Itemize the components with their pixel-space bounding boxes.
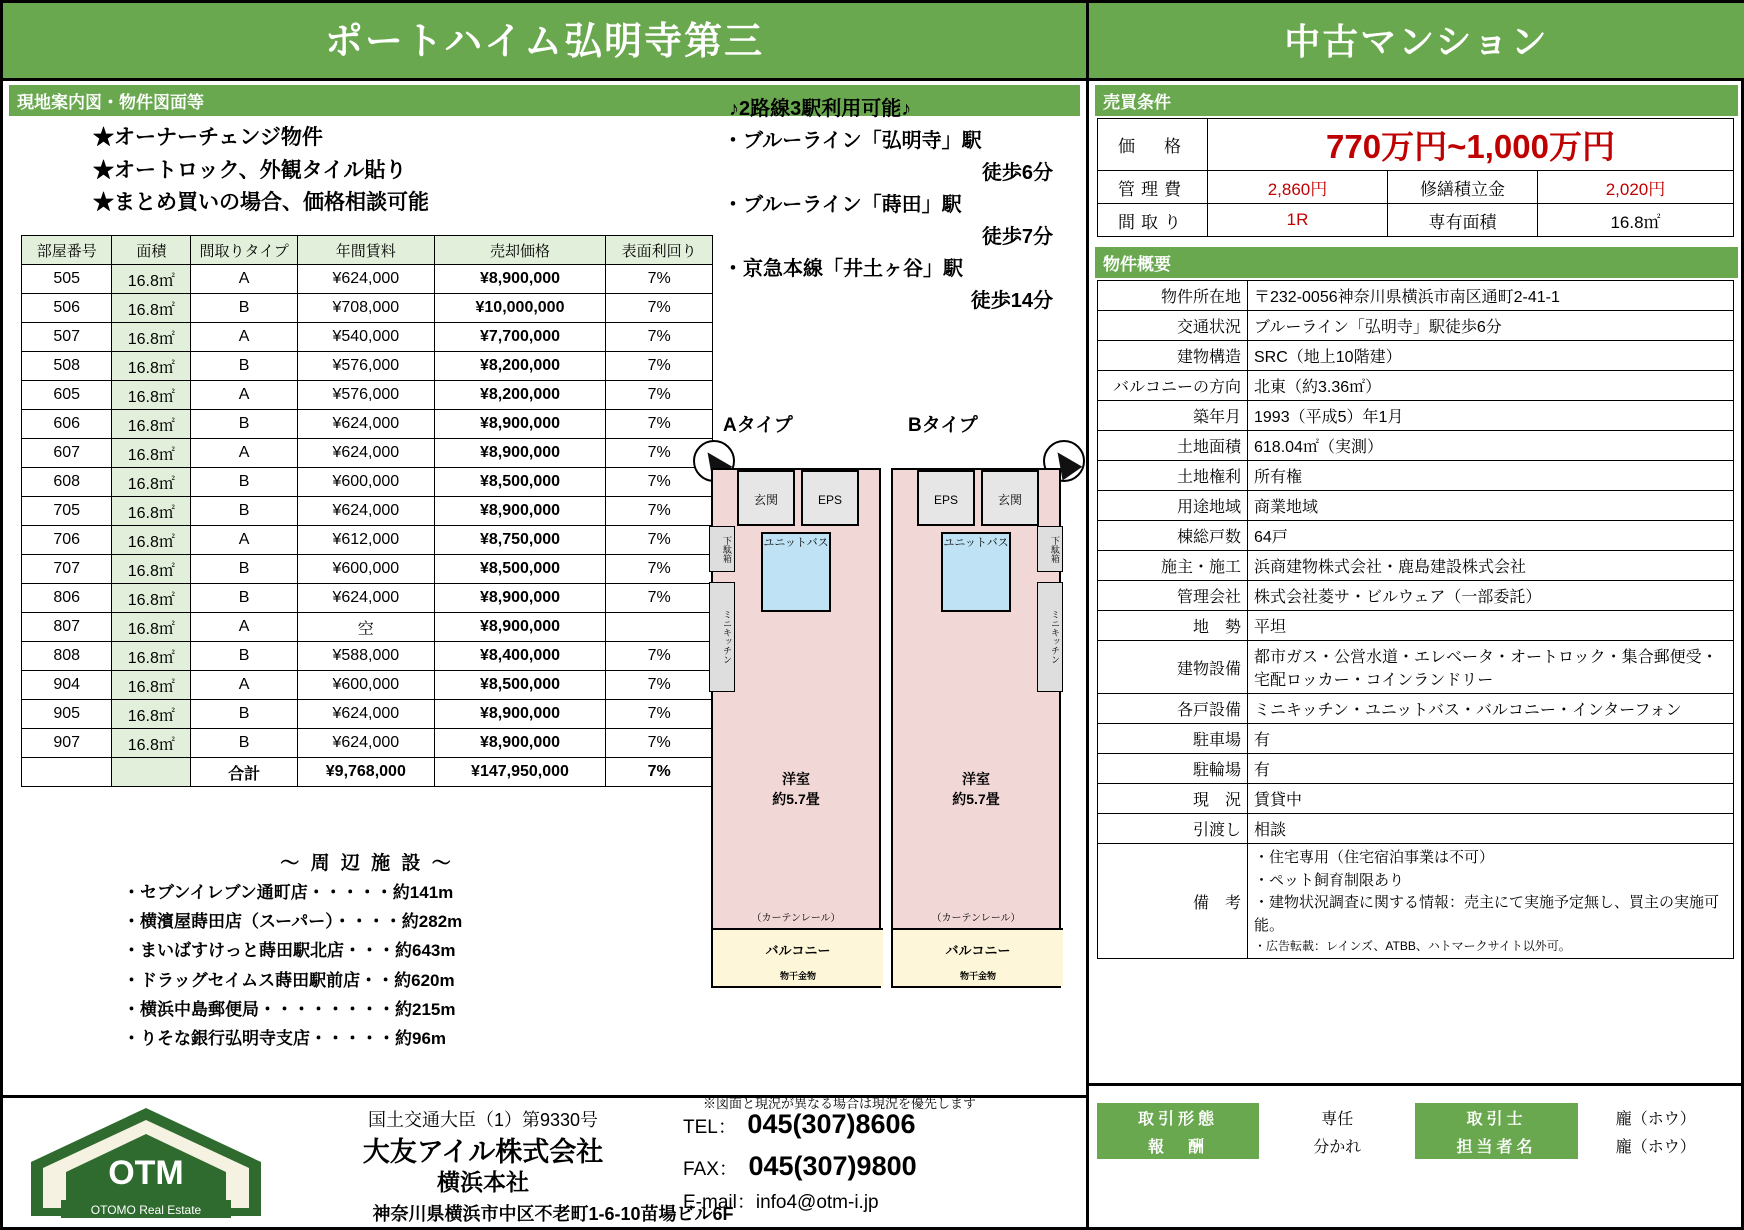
spec-value: 〒232-0056神奈川県横浜市南区通町2-41-1 — [1248, 281, 1734, 311]
genkan-label: 玄関 — [981, 470, 1039, 526]
table-row — [1098, 844, 1734, 959]
contact-block — [683, 1104, 1083, 1217]
spec-value: 有 — [1248, 754, 1734, 784]
fee-value: 分かれ — [1313, 1138, 1362, 1156]
table-cell: 合計 — [191, 758, 298, 787]
unit-a — [711, 468, 881, 988]
table-cell: 7% — [606, 758, 713, 787]
table-cell: 7% — [606, 439, 713, 468]
table-cell: ¥624,000 — [297, 439, 434, 468]
table-row — [1098, 724, 1734, 754]
spec-key: バルコニーの方向 — [1098, 371, 1248, 401]
table-cell: 905 — [22, 700, 112, 729]
table-cell: ¥624,000 — [297, 497, 434, 526]
table-cell: ¥540,000 — [297, 323, 434, 352]
spec-key: 地 勢 — [1098, 611, 1248, 641]
table-cell: 608 — [22, 468, 112, 497]
table-cell: 16.8㎡ — [112, 352, 191, 381]
spec-key: 交通状況 — [1098, 311, 1248, 341]
room-price-table — [21, 235, 713, 787]
company-name: 大友アイル株式会社 — [362, 1137, 604, 1167]
table-cell: A — [191, 439, 298, 468]
floorplan-diagram — [703, 415, 1083, 1088]
spec-value: 商業地域 — [1248, 491, 1734, 521]
spec-value: 相談 — [1248, 814, 1734, 844]
table-cell: A — [191, 613, 298, 642]
table-row — [1098, 341, 1734, 371]
table-cell: ¥600,000 — [297, 468, 434, 497]
table-cell: B — [191, 584, 298, 613]
spec-key: 物件所在地 — [1098, 281, 1248, 311]
table-cell: 506 — [22, 294, 112, 323]
route-line: ・ブルーライン「弘明寺」駅 — [723, 130, 982, 152]
madori-value: 1R — [1208, 204, 1388, 237]
table-cell: ¥8,750,000 — [434, 526, 606, 555]
table-row — [22, 526, 713, 555]
table-row — [1098, 641, 1734, 694]
table-cell: 空 — [297, 613, 434, 642]
spec-key: 各戸設備 — [1098, 694, 1248, 724]
spec-key: 現 況 — [1098, 784, 1248, 814]
table-cell: 7% — [606, 352, 713, 381]
right-divider — [1089, 1083, 1744, 1086]
table-cell: 605 — [22, 381, 112, 410]
fax-number: 045(307)9800 — [748, 1150, 917, 1181]
biko-note: ・広告転載：レインズ、ATBB、ハトマークサイト以外可。 — [1254, 939, 1571, 953]
price-value: 770万円~1,000万円 — [1208, 119, 1734, 171]
conditions-label: 売買条件 — [1095, 85, 1738, 116]
table-cell: 904 — [22, 671, 112, 700]
table-cell: ¥624,000 — [297, 410, 434, 439]
table-cell: 707 — [22, 555, 112, 584]
floorplan-type-a-label: Aタイプ — [723, 415, 793, 436]
route-walk: 徒歩14分 — [970, 290, 1053, 312]
company-footer — [3, 1095, 1089, 1227]
table-row — [1097, 1103, 1734, 1131]
spec-key: 管理会社 — [1098, 581, 1248, 611]
table-cell: 7% — [606, 642, 713, 671]
list-item: ・りそな銀行弘明寺支店・・・・・約96m — [123, 1029, 447, 1049]
routes-headline: ♪2路線3駅利用可能♪ — [729, 98, 912, 120]
table-cell — [22, 758, 112, 787]
table-cell: 7% — [606, 265, 713, 294]
biko-item: ・ペット飼育制限あり — [1254, 871, 1405, 889]
table-cell: 16.8㎡ — [112, 265, 191, 294]
table-cell: 7% — [606, 410, 713, 439]
table-cell: ¥147,950,000 — [434, 758, 606, 787]
conditions-table — [1097, 118, 1734, 237]
col-header: 売却価格 — [434, 236, 606, 265]
table-cell: 7% — [606, 497, 713, 526]
spec-value: 1993（平成5）年1月 — [1248, 401, 1734, 431]
curtain-rail-label: （カーテンレール） — [931, 913, 1021, 924]
col-header: 面積 — [112, 236, 191, 265]
table-cell: 7% — [606, 700, 713, 729]
route-walk: 徒歩7分 — [981, 226, 1053, 248]
table-cell: ¥600,000 — [297, 555, 434, 584]
table-cell: 16.8㎡ — [112, 381, 191, 410]
spec-value: 所有権 — [1248, 461, 1734, 491]
fee-label: 報 酬 — [1097, 1131, 1259, 1159]
bullet-item: ★オーナーチェンジ物件 — [93, 126, 323, 149]
spec-key: 築年月 — [1098, 401, 1248, 431]
table-row — [1098, 694, 1734, 724]
table-row — [1098, 814, 1734, 844]
spec-value: 有 — [1248, 724, 1734, 754]
list-item: ・横濱屋蒔田店（スーパー）・・・・約282m — [123, 912, 463, 932]
table-cell: ¥8,900,000 — [434, 613, 606, 642]
table-row — [1098, 119, 1734, 171]
table-row — [22, 381, 713, 410]
table-cell: 505 — [22, 265, 112, 294]
shuzen-value: 2,020円 — [1538, 171, 1734, 204]
table-row — [22, 439, 713, 468]
table-cell: 16.8㎡ — [112, 642, 191, 671]
table-row — [1098, 431, 1734, 461]
fax-label: FAX： — [683, 1158, 738, 1180]
getabako-label: 下駄箱 — [709, 526, 735, 572]
table-cell: ¥624,000 — [297, 265, 434, 294]
table-row — [22, 468, 713, 497]
company-address: 神奈川県横浜市中区不老町1-6-10苗場ビル6F — [372, 1204, 734, 1224]
table-cell: 7% — [606, 584, 713, 613]
table-cell: 807 — [22, 613, 112, 642]
madori-label: 間取り — [1098, 204, 1208, 237]
unit-b — [891, 468, 1061, 988]
list-item: ・横浜中島郵便局・・・・・・・・約215m — [123, 999, 456, 1019]
routes-block — [723, 93, 1073, 317]
floorplan-type-b-label: Bタイプ — [908, 415, 978, 436]
table-header-row — [22, 236, 713, 265]
table-cell: 16.8㎡ — [112, 468, 191, 497]
list-item: ・セブンイレブン通町店・・・・・約141m — [123, 883, 454, 902]
table-cell: 16.8㎡ — [112, 671, 191, 700]
table-cell: ¥708,000 — [297, 294, 434, 323]
contact-person-label: 担当者名 — [1415, 1131, 1577, 1159]
spec-key: 駐車場 — [1098, 724, 1248, 754]
overview-table — [1097, 280, 1734, 959]
spec-value: 都市ガス・公営水道・エレベータ・オートロック・集合郵便受・宅配ロッカー・コインランドリー — [1248, 641, 1734, 694]
table-cell: ¥8,900,000 — [434, 410, 606, 439]
table-cell: 16.8㎡ — [112, 729, 191, 758]
contact-person-value: 龐（ホウ） — [1615, 1138, 1696, 1156]
spec-value: 浜商建物株式会社・鹿島建設株式会社 — [1248, 551, 1734, 581]
col-header: 表面利回り — [606, 236, 713, 265]
table-cell: 16.8㎡ — [112, 700, 191, 729]
overview-label: 物件概要 — [1095, 247, 1738, 278]
table-row — [22, 700, 713, 729]
table-cell: ¥8,900,000 — [434, 439, 606, 468]
spec-key: 棟総戸数 — [1098, 521, 1248, 551]
table-cell: 507 — [22, 323, 112, 352]
table-row — [1098, 204, 1734, 237]
bullet-item: ★まとめ買いの場合、価格相談可能 — [93, 191, 429, 215]
table-cell: B — [191, 352, 298, 381]
spec-key: 土地面積 — [1098, 431, 1248, 461]
table-cell: B — [191, 410, 298, 439]
room-label: 洋室 約5.7畳 — [772, 771, 820, 807]
deal-type-value: 専任 — [1321, 1110, 1354, 1128]
table-cell: ¥588,000 — [297, 642, 434, 671]
table-cell: ¥576,000 — [297, 381, 434, 410]
biko-value — [1248, 844, 1734, 959]
table-cell: ¥8,200,000 — [434, 381, 606, 410]
table-cell: ¥10,000,000 — [434, 294, 606, 323]
table-row — [1098, 171, 1734, 204]
table-cell: 16.8㎡ — [112, 613, 191, 642]
table-cell: 705 — [22, 497, 112, 526]
eps-label: EPS — [801, 470, 859, 526]
biko-item: ・建物状況調査に関する情報：売主にて実施予定無し、買主の実施可能。 — [1254, 894, 1720, 934]
table-cell: 508 — [22, 352, 112, 381]
table-row — [1098, 521, 1734, 551]
table-row — [1098, 611, 1734, 641]
table-row — [1098, 754, 1734, 784]
surroundings-title: ～ 周 辺 施 設 ～ — [280, 853, 454, 874]
genkan-label: 玄関 — [737, 470, 795, 526]
table-cell: 16.8㎡ — [112, 555, 191, 584]
table-cell: 16.8㎡ — [112, 323, 191, 352]
company-branch: 横浜本社 — [437, 1169, 529, 1195]
table-cell: ¥8,500,000 — [434, 555, 606, 584]
email-address: info4@otm-i.jp — [755, 1191, 879, 1213]
table-cell: ¥576,000 — [297, 352, 434, 381]
table-cell: A — [191, 526, 298, 555]
table-cell: 7% — [606, 671, 713, 700]
table-cell: 7% — [606, 381, 713, 410]
table-cell: ¥8,900,000 — [434, 584, 606, 613]
table-row — [1098, 281, 1734, 311]
table-cell — [112, 758, 191, 787]
table-cell: 7% — [606, 526, 713, 555]
mini-kitchen-label: ミニキッチン — [1037, 582, 1063, 692]
biko-label: 備 考 — [1098, 844, 1248, 959]
table-row — [22, 584, 713, 613]
getabako-label: 下駄箱 — [1037, 526, 1063, 572]
table-cell: ¥600,000 — [297, 671, 434, 700]
table-cell: 706 — [22, 526, 112, 555]
unit-bath-label: ユニットバス — [941, 532, 1011, 612]
biko-item: ・住宅専用（住宅宿泊事業は不可） — [1254, 849, 1495, 866]
table-cell: ¥8,900,000 — [434, 729, 606, 758]
table-row — [22, 729, 713, 758]
table-row — [22, 323, 713, 352]
spec-value: 北東（約3.36㎡） — [1248, 371, 1734, 401]
floorplan-note: ※図面と現況が異なる場合は現況を優先します — [703, 1096, 977, 1111]
left-panel — [3, 3, 1089, 1227]
tel-label: TEL： — [683, 1117, 737, 1138]
table-cell: ¥7,700,000 — [434, 323, 606, 352]
senyu-label: 専有面積 — [1388, 204, 1538, 237]
kanri-value: 2,860円 — [1208, 171, 1388, 204]
table-cell: 16.8㎡ — [112, 294, 191, 323]
bullet-item: ★オートロック、外観タイル貼り — [93, 158, 407, 182]
col-header: 年間賃料 — [297, 236, 434, 265]
table-cell: ¥624,000 — [297, 700, 434, 729]
agent-label: 取引士 — [1415, 1103, 1577, 1131]
shuzen-label: 修繕積立金 — [1388, 171, 1538, 204]
table-cell: B — [191, 700, 298, 729]
table-cell: B — [191, 468, 298, 497]
table-cell: ¥8,900,000 — [434, 497, 606, 526]
table-cell: ¥8,500,000 — [434, 671, 606, 700]
spec-value: ミニキッチン・ユニットバス・バルコニー・インターフォン — [1248, 694, 1734, 724]
spec-key: 土地権利 — [1098, 461, 1248, 491]
table-cell: 7% — [606, 468, 713, 497]
room-label: 洋室 約5.7畳 — [952, 771, 1000, 807]
spec-key: 用途地域 — [1098, 491, 1248, 521]
svg-text:OTOMO Real Estate: OTOMO Real Estate — [90, 1203, 202, 1217]
table-row — [1098, 551, 1734, 581]
table-total-row — [22, 758, 713, 787]
spec-key: 引渡し — [1098, 814, 1248, 844]
balcony-label: バルコニー 物干金物 — [893, 928, 1063, 986]
spec-key: 建物設備 — [1098, 641, 1248, 694]
col-header: 部屋番号 — [22, 236, 112, 265]
table-cell: A — [191, 265, 298, 294]
table-cell: B — [191, 497, 298, 526]
svg-text:OTM: OTM — [108, 1154, 184, 1192]
curtain-rail-label: （カーテンレール） — [751, 913, 841, 924]
table-cell: 907 — [22, 729, 112, 758]
unit-bath-label: ユニットバス — [761, 532, 831, 612]
page-title: ポートハイム弘明寺第三 — [3, 3, 1086, 81]
table-cell: ¥8,400,000 — [434, 642, 606, 671]
table-cell: 7% — [606, 729, 713, 758]
table-cell: 16.8㎡ — [112, 584, 191, 613]
table-cell: ¥612,000 — [297, 526, 434, 555]
email-label: E-mail： — [683, 1191, 756, 1213]
table-row — [22, 671, 713, 700]
table-cell: 606 — [22, 410, 112, 439]
map-section-label: 現地案内図・物件図面等 — [9, 85, 1080, 116]
table-cell: 7% — [606, 323, 713, 352]
table-row — [1098, 581, 1734, 611]
table-cell: ¥624,000 — [297, 729, 434, 758]
deal-type-label: 取引形態 — [1097, 1103, 1259, 1131]
table-row — [1098, 461, 1734, 491]
table-cell: 607 — [22, 439, 112, 468]
tel-number: 045(307)8606 — [747, 1109, 916, 1139]
spec-value: 平坦 — [1248, 611, 1734, 641]
spec-value: SRC（地上10階建） — [1248, 341, 1734, 371]
table-cell: A — [191, 671, 298, 700]
table-cell: 16.8㎡ — [112, 497, 191, 526]
route-walk: 徒歩6分 — [981, 162, 1053, 184]
route-line: ・ブルーライン「蒔田」駅 — [723, 194, 962, 216]
table-cell: 806 — [22, 584, 112, 613]
eps-label: EPS — [917, 470, 975, 526]
agent-value: 龐（ホウ） — [1615, 1110, 1696, 1128]
table-cell: B — [191, 729, 298, 758]
table-cell: ¥8,900,000 — [434, 700, 606, 729]
table-cell: ¥8,900,000 — [434, 265, 606, 294]
table-row — [22, 613, 713, 642]
table-cell: 16.8㎡ — [112, 439, 191, 468]
mini-kitchen-label: ミニキッチン — [709, 582, 735, 692]
right-panel — [1089, 3, 1744, 1227]
spec-value: 64戸 — [1248, 521, 1734, 551]
table-cell: 7% — [606, 294, 713, 323]
table-row — [1098, 311, 1734, 341]
senyu-value: 16.8㎡ — [1538, 204, 1734, 237]
route-line: ・京急本線「井土ヶ谷」駅 — [723, 258, 963, 280]
table-cell: ¥8,500,000 — [434, 468, 606, 497]
table-row — [22, 497, 713, 526]
table-row — [22, 410, 713, 439]
table-row — [22, 642, 713, 671]
spec-value: 株式会社菱サ・ビルウェア（一部委託） — [1248, 581, 1734, 611]
table-row — [1098, 401, 1734, 431]
table-cell: 7% — [606, 555, 713, 584]
spec-key: 施主・施工 — [1098, 551, 1248, 581]
table-cell — [606, 613, 713, 642]
table-cell: 808 — [22, 642, 112, 671]
table-cell: B — [191, 294, 298, 323]
kanri-label: 管理費 — [1098, 171, 1208, 204]
table-cell: 16.8㎡ — [112, 526, 191, 555]
spec-key: 建物構造 — [1098, 341, 1248, 371]
spec-key: 駐輪場 — [1098, 754, 1248, 784]
list-item: ・ドラッグセイムス蒔田駅前店・・約620m — [123, 970, 455, 990]
category-title: 中古マンション — [1089, 3, 1744, 81]
table-cell: ¥624,000 — [297, 584, 434, 613]
table-cell: 16.8㎡ — [112, 410, 191, 439]
table-row — [22, 294, 713, 323]
surroundings-list — [123, 878, 462, 1053]
spec-value: ブルーライン「弘明寺」駅徒歩6分 — [1248, 311, 1734, 341]
table-cell: ¥9,768,000 — [297, 758, 434, 787]
table-row — [1098, 371, 1734, 401]
table-cell: ¥8,200,000 — [434, 352, 606, 381]
table-cell: B — [191, 642, 298, 671]
list-item: ・まいばすけっと蒔田駅北店・・・約643m — [123, 941, 456, 961]
license-number: 国土交通大臣（1）第9330号 — [367, 1110, 599, 1130]
spec-value: 618.04㎡（実測） — [1248, 431, 1734, 461]
table-cell: A — [191, 381, 298, 410]
deal-table — [1097, 1103, 1734, 1159]
spec-value: 賃貸中 — [1248, 784, 1734, 814]
table-row — [22, 352, 713, 381]
col-header: 間取りタイプ — [191, 236, 298, 265]
balcony-label: バルコニー 物干金物 — [713, 928, 883, 986]
table-row — [1098, 491, 1734, 521]
table-row — [22, 555, 713, 584]
price-label: 価 格 — [1098, 119, 1208, 171]
table-cell: B — [191, 555, 298, 584]
table-row — [22, 265, 713, 294]
table-row — [1097, 1131, 1734, 1159]
table-cell: A — [191, 323, 298, 352]
table-row — [1098, 784, 1734, 814]
